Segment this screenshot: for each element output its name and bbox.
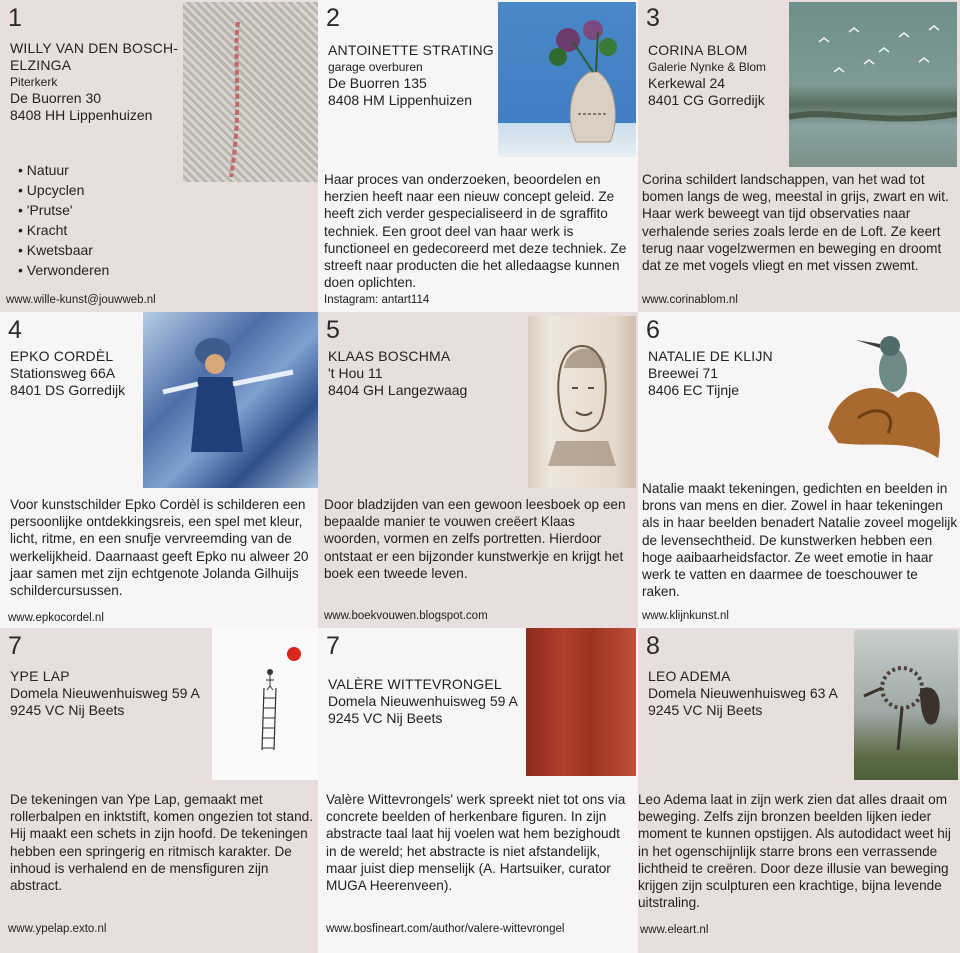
tag-item: • Kwetsbaar	[18, 240, 109, 260]
ladder-drawing-image	[212, 628, 318, 780]
artist-info	[10, 348, 125, 399]
artist-description: Voor kunstschilder Epko Cordèl is schilderen een persoonlijke ontdekkingsreis, een spel met kleur, licht, ritme, en een snufje vervreemding van de werkelijkheid. Daarnaast geeft Epko nu alweer 20 jaar samen met zijn echtgenote Jolanda Gilhuijs schildercursussen.	[10, 497, 309, 599]
tag-item: • Upcyclen	[18, 180, 109, 200]
address-city: 8401 CG Gorredijk	[648, 92, 765, 108]
artist-description: Natalie maakt tekeningen, gedichten en beelden in brons van mens en dier. Zowel in haar tekeningen als in haar beelden benadert Natalie zoveel mogelijk de levensechtheid. De kunstwerken hebben een hoge aaibaarheidsfactor. Ze weet emotie in haar werk te vatten en daarmee de toeschouwer te raken.	[642, 481, 958, 600]
artist-description: Door bladzijden van een gewoon leesboek op een bepaalde manier te vouwen creëert Klaas woorden, vormen en zelfs portretten. Hierdoor ontstaat er een bijzonder kunstwerkje en krijgt het boek een tweede leven.	[324, 497, 626, 581]
address-city: 8408 HH Lippenhuizen	[10, 107, 153, 123]
instagram-handle[interactable]: Instagram: antart114	[324, 294, 430, 306]
artist-cell-1	[0, 0, 318, 312]
venue-name: Galerie Nynke & Blom	[648, 60, 767, 74]
artist-cell-6	[638, 312, 960, 628]
bronze-bird-sculpture-image	[854, 630, 958, 780]
artist-description: Haar proces van onderzoeken, beoordelen en herzien heeft naar een nieuw concept geleid. Ze heeft zich verder gespecialiseerd in de sgraffito techniek. Een groot deel van haar werk is functioneel en gedecoreerd met deze techniek. Ze streeft naar producten die het alledaagse kunnen doen oplichten.	[324, 172, 627, 291]
address-city: 9245 VC Nij Beets	[648, 702, 763, 718]
artist-name: KLAAS BOSCHMA	[328, 348, 451, 364]
tag-list	[18, 160, 109, 280]
address-street: Breewei 71	[648, 365, 719, 381]
website-link[interactable]: www.klijnkunst.nl	[642, 610, 729, 622]
website-link[interactable]: www.epkocordel.nl	[8, 612, 104, 624]
bird-sculpture	[854, 630, 958, 780]
artist-info	[10, 40, 178, 124]
website-link[interactable]: www.corinablom.nl	[642, 294, 738, 306]
vase-with-flowers-image	[498, 2, 636, 157]
artist-name: EPKO CORDÈL	[10, 348, 114, 364]
tag-item: • Natuur	[18, 160, 109, 180]
artist-info	[328, 348, 467, 399]
address-street: De Buorren 135	[328, 75, 427, 91]
artist-cell-8	[638, 628, 960, 953]
website-link[interactable]: www.bosfineart.com/author/valere-wittevrongel	[326, 923, 565, 935]
address-street: Domela Nieuwenhuisweg 63 A	[648, 685, 838, 701]
address-city: 8408 HM Lippenhuizen	[328, 92, 472, 108]
artist-info	[328, 42, 494, 109]
artist-name: ELZINGA	[10, 57, 72, 73]
address-street: Kerkewal 24	[648, 75, 726, 91]
landscape-painting-image	[789, 2, 957, 167]
birds-flock	[789, 2, 957, 167]
artist-name: WILLY VAN DEN BOSCH-	[10, 40, 179, 56]
kingfisher-sculpture	[818, 318, 956, 478]
folded-book-portrait-image	[528, 316, 636, 488]
artist-name: NATALIE DE KLIJN	[648, 348, 773, 364]
artist-info	[328, 676, 518, 727]
artist-description: De tekeningen van Ype Lap, gemaakt met rollerbalpen en inktstift, komen ongezien tot stand. Hij maakt een schets in zijn hoofd. De tekeningen hebben een springerig en ritmisch karakter. De inhoud is verhalend en de mensfiguren zijn abstract.	[10, 792, 314, 894]
artist-info	[648, 668, 838, 719]
artist-info	[648, 42, 766, 109]
route-number: 3	[646, 4, 660, 32]
artist-description: Leo Adema laat in zijn werk zien dat alles draait om beweging. Zelfs zijn bronzen beelden lijken ieder moment te kunnen opstijgen. Als autodidact weet hij in het ogenschijnlijk starre brons een verrassende lichtheid te creëren. Door deze illusie van beweging krijgen zijn sculpturen een krachtige, bijna levende uitstraling.	[638, 792, 951, 911]
address-street: Domela Nieuwenhuisweg 59 A	[10, 685, 200, 701]
route-number: 8	[646, 632, 660, 660]
address-city: 8404 GH Langezwaag	[328, 382, 468, 398]
artist-name: LEO ADEMA	[648, 668, 731, 684]
address-street: 't Hou 11	[328, 365, 383, 381]
artist-cell-2	[318, 0, 638, 312]
route-number: 2	[326, 4, 340, 32]
website-link[interactable]: www.boekvouwen.blogspot.com	[324, 610, 488, 622]
venue-name: garage overburen	[328, 60, 423, 74]
address-city: 8401 DS Gorredijk	[10, 382, 126, 398]
red-abstract-image	[526, 628, 636, 776]
website-link[interactable]: www.eleart.nl	[640, 924, 709, 936]
artist-cell-7b	[318, 628, 638, 953]
route-number: 1	[8, 4, 22, 32]
artist-name: YPE LAP	[10, 668, 70, 684]
address-city: 8406 EC Tijnje	[648, 382, 740, 398]
bronze-kingfisher-image	[818, 318, 956, 478]
route-number: 5	[326, 316, 340, 344]
artist-name: ANTOINETTE STRATING	[328, 42, 494, 58]
artist-description: Corina schildert landschappen, van het wad tot bomen langs de weg, meestal in grijs, zwart en wit. Haar werk beweegt van tijd observaties naar verhalende series zoals lerde en de Loft. Ze keert terug naar vogelzwermen en beweging en droomt dat ze met vogels vliegt en met vissen zwemt.	[642, 172, 949, 274]
address-street: De Buorren 30	[10, 90, 102, 106]
vase-illustration	[498, 2, 636, 157]
artist-name: VALÈRE WITTEVRONGEL	[328, 676, 502, 692]
website-link[interactable]: www.ypelap.exto.nl	[8, 923, 107, 935]
artist-info	[648, 348, 773, 399]
address-street: Domela Nieuwenhuisweg 59 A	[328, 693, 518, 709]
tag-item: • Verwonderen	[18, 260, 109, 280]
tag-item: • Kracht	[18, 220, 109, 240]
woven-textile-image	[183, 2, 318, 182]
ladder-sketch	[212, 628, 318, 780]
artist-description: Valère Wittevrongels' werk spreekt niet tot ons via concrete beelden of herkenbare figuren. In zijn abstracte taal laat hij voelen wat hem bezighoudt in de wereld; het abstracte is niet afstandelijk, maar juist diep menselijk (A. Hartsuiker, curator MUGA Heerenveen).	[326, 792, 626, 894]
address-city: 9245 VC Nij Beets	[328, 710, 443, 726]
route-number: 6	[646, 316, 660, 344]
artist-cell-7a	[0, 628, 318, 953]
website-link[interactable]: www.wille-kunst@jouwweb.nl	[6, 294, 156, 306]
route-number: 7	[326, 632, 340, 660]
address-city: 9245 VC Nij Beets	[10, 702, 125, 718]
figure-painting-image	[143, 312, 318, 488]
portrait-outline	[528, 316, 636, 488]
figure-silhouette	[143, 312, 318, 488]
artist-name: CORINA BLOM	[648, 42, 748, 58]
route-number: 4	[8, 316, 22, 344]
venue-name: Piterkerk	[10, 75, 58, 89]
textile-stitch-line	[183, 2, 318, 182]
artist-info	[10, 668, 200, 719]
artist-cell-3	[638, 0, 960, 312]
address-street: Stationsweg 66A	[10, 365, 116, 381]
artist-cell-4	[0, 312, 318, 628]
route-number: 7	[8, 632, 22, 660]
tag-item: • 'Prutse'	[18, 200, 109, 220]
artist-cell-5	[318, 312, 638, 628]
